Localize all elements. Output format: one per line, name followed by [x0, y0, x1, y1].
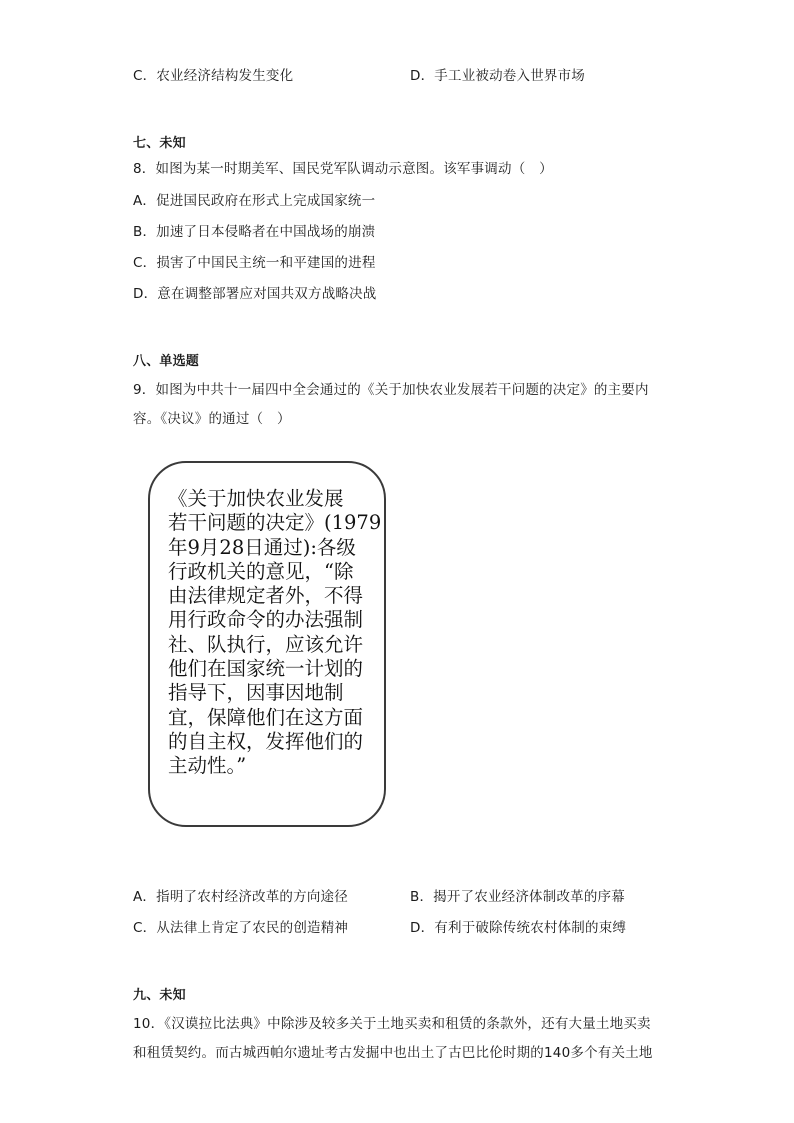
option-c-q8: C．损害了中国民主统一和平建国的进程	[133, 255, 376, 271]
figure-line: 宜，保障他们在这方面	[168, 705, 364, 729]
question-10-line-1: 10．《汉谟拉比法典》中除涉及较多关于土地买卖和租赁的条款外，还有大量土地买卖	[133, 1016, 651, 1032]
figure-line: 由法律规定者外，不得	[168, 584, 364, 608]
section-heading-7: 七、未知	[133, 136, 186, 151]
figure-line: 若干问题的决定》(1979	[168, 511, 382, 535]
question-8: 8．如图为某一时期美军、国民党军队调动示意图。该军事调动（ ）	[133, 161, 553, 177]
figure-line: 的自主权，发挥他们的	[168, 729, 364, 753]
option-c-q7: C．农业经济结构发生变化	[133, 68, 294, 84]
section-heading-9: 九、未知	[133, 988, 186, 1003]
question-9-line-1: 9．如图为中共十一届四中全会通过的《关于加快农业发展若干问题的决定》的主要内	[133, 382, 649, 398]
figure-line: 他们在国家统一计划的	[168, 657, 364, 681]
option-d-q8: D．意在调整部署应对国共双方战略决战	[133, 286, 377, 302]
question-10-line-2: 和租赁契约。而古城西帕尔遗址考古发掘中也出土了古巴比伦时期的140多个有关土地	[133, 1045, 653, 1061]
option-b-q9: B．揭开了农业经济体制改革的序幕	[410, 889, 625, 905]
option-a-q9: A．指明了农村经济改革的方向途径	[133, 889, 348, 905]
option-d-q9: D．有利于破除传统农村体制的束缚	[410, 920, 627, 936]
figure-line: 指导下，因事因地制	[168, 681, 344, 705]
figure-line: 用行政命令的办法强制	[168, 608, 364, 632]
figure-text	[168, 487, 390, 779]
figure-line: 社、队执行，应该允许	[168, 632, 364, 656]
section-heading-8: 八、单选题	[133, 354, 200, 369]
option-d-q7: D．手工业被动卷入世界市场	[410, 68, 585, 84]
option-a-q8: A．促进国民政府在形式上完成国家统一	[133, 193, 376, 209]
figure-line: 年9月28日通过):各级	[168, 535, 356, 559]
document-excerpt-figure	[148, 461, 386, 827]
figure-line: 行政机关的意见，“除	[168, 559, 354, 583]
option-b-q8: B．加速了日本侵略者在中国战场的崩溃	[133, 224, 376, 240]
option-c-q9: C．从法律上肯定了农民的创造精神	[133, 920, 349, 936]
figure-line: 主动性。”	[168, 754, 247, 778]
question-9-line-2: 容。《决议》的通过（ ）	[133, 411, 291, 427]
figure-line: 《关于加快农业发展	[168, 487, 344, 510]
